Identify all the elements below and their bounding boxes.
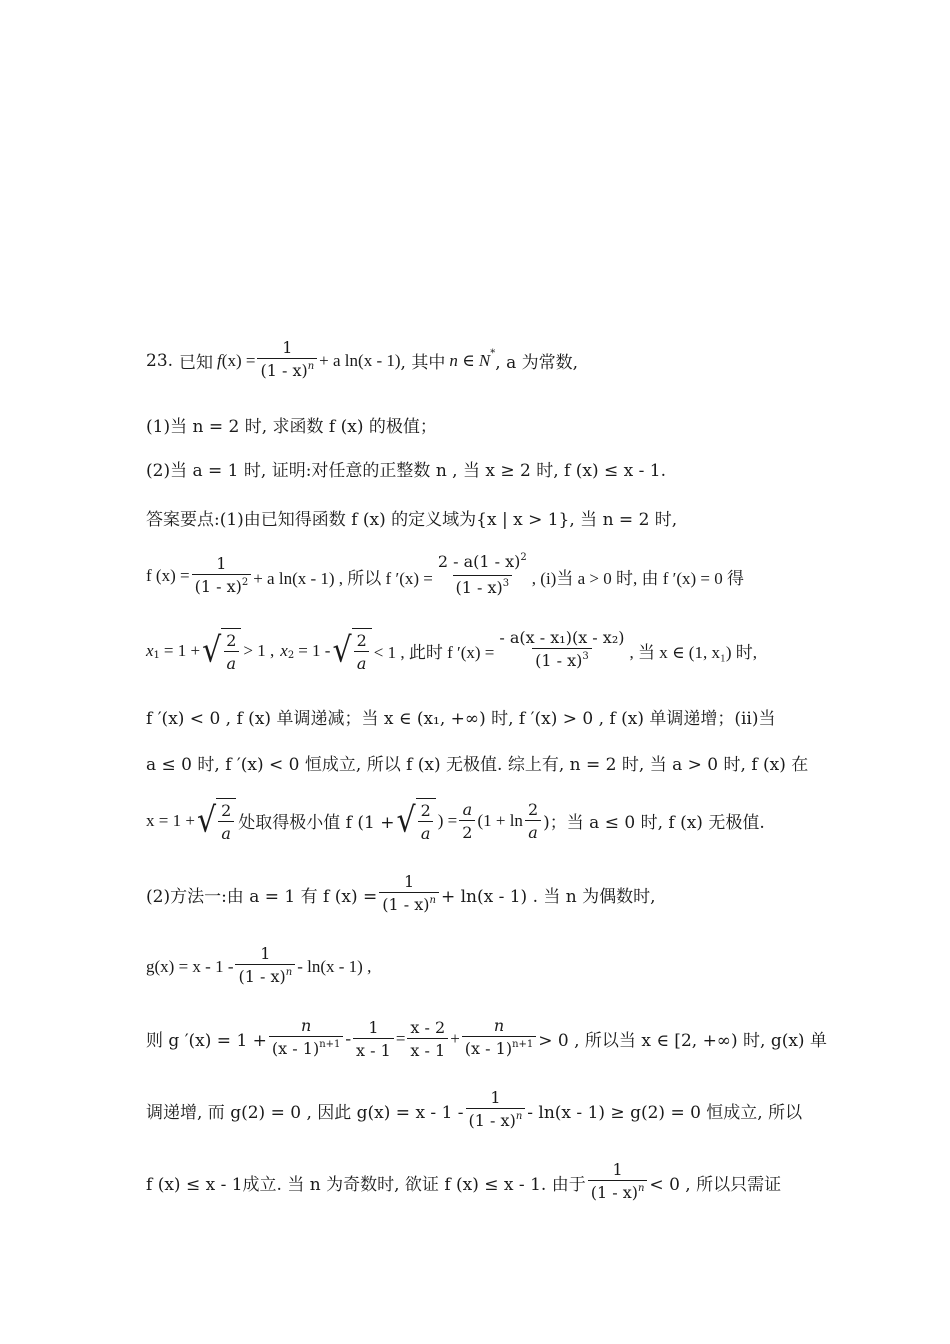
p2-tail: + ln(x - 1) . 当 n 为偶数时,: [440, 887, 656, 907]
sqrt: [202, 628, 241, 673]
l2-mid: < 1 , 此时 f ′(x) =: [373, 643, 495, 662]
g-derivative: [146, 1016, 826, 1061]
den-exp: n+1: [512, 1039, 534, 1050]
den-text: (1 - x): [590, 1183, 638, 1202]
problem-intro: 已知: [179, 353, 214, 373]
g3-tail: - ln(x - 1) ≥ g(2) = 0 恒成立, 所以: [527, 1103, 803, 1123]
fraction-num: 1: [368, 1017, 379, 1037]
part-1: (1)当 n = 2 时, 求函数 f (x) 的极值；: [146, 417, 437, 437]
fraction: [466, 1088, 526, 1133]
den-text: (x - 1): [271, 1039, 320, 1058]
l1-mid: + a ln(x - 1) , 所以 f ′(x) =: [253, 568, 433, 588]
fraction-num: 1: [282, 338, 293, 357]
radical-sign: √: [202, 629, 222, 671]
fraction-num: 1: [490, 1088, 501, 1107]
fraction-num: n: [493, 1016, 505, 1035]
fraction-den: [379, 892, 439, 917]
fraction-den: a: [418, 821, 434, 843]
fraction-den: [235, 964, 295, 989]
fraction-den: [462, 1036, 536, 1061]
fraction: [459, 800, 475, 842]
num-exp: 2: [520, 552, 527, 563]
fraction-num: - a(x - x₁)(x - x₂): [499, 628, 625, 647]
fraction-den: [192, 574, 252, 599]
g2-minus: -: [345, 1028, 352, 1048]
fraction-num: 2: [226, 631, 237, 650]
g2-eq: =: [395, 1028, 406, 1048]
plus-a-ln: + a ln(x - 1): [319, 350, 401, 370]
fraction: [353, 1018, 394, 1060]
den-exp: n: [307, 361, 315, 372]
den-exp: n: [429, 895, 436, 906]
answer-line-2: [146, 628, 826, 673]
fraction-num: [435, 552, 530, 575]
g1-head: g(x) = x - 1 -: [146, 956, 234, 976]
fraction: [435, 552, 530, 600]
fraction-den: 2: [459, 820, 475, 842]
x2-symbol: x: [280, 640, 288, 660]
fraction-den: [257, 358, 317, 383]
radical-sign: √: [332, 629, 352, 671]
fraction: [525, 800, 541, 842]
den-exp: 3: [582, 651, 589, 662]
fraction: [235, 944, 295, 989]
problem-number: 23.: [146, 350, 174, 371]
l1-fx: f (x) =: [146, 566, 190, 585]
fraction-num: a: [462, 799, 473, 819]
l2-eq: = 1 +: [163, 640, 201, 660]
sqrt: [197, 798, 236, 843]
answer-part-2: [146, 872, 826, 917]
answer-line-3: f ′(x) < 0 , f (x) 单调递减；当 x ∈ (x₁, +∞) 时, f ′(x) > 0 , f (x) 单调递增；(ii)当: [146, 709, 776, 729]
fraction-num: 2: [356, 631, 367, 650]
fraction: [218, 801, 234, 843]
fraction-num: 1: [260, 944, 271, 963]
den-exp: 2: [241, 576, 249, 588]
g3-head: 调递增, 而 g(2) = 0 , 因此 g(x) = x - 1 -: [146, 1103, 464, 1123]
l2-tail: , 当 x ∈ (1, x₁) 时,: [629, 643, 758, 662]
x2-sub: 2: [287, 650, 295, 661]
fraction-num: 1: [403, 872, 415, 891]
g-definition: [146, 944, 826, 989]
den-exp: n: [515, 1111, 523, 1122]
l5-ln: (1 + ln: [477, 810, 523, 830]
den-exp: n: [637, 1183, 645, 1194]
l5-mid: 处取得极小值 f (1 +: [238, 813, 395, 833]
fraction-den: [466, 1108, 526, 1133]
l2-gt1: > 1 ,: [243, 640, 275, 660]
fraction: [496, 628, 627, 673]
fx-label: f: [217, 350, 222, 370]
den-exp: 3: [502, 578, 510, 589]
fraction: [223, 631, 239, 673]
fraction-num: 2: [527, 799, 539, 819]
fraction-den: a: [224, 651, 240, 673]
part-2: (2)当 a = 1 时, 证明:对任意的正整数 n , 当 x ≥ 2 时, f (x) ≤ x - 1.: [146, 461, 667, 481]
monotone-line: [146, 1088, 826, 1133]
den-text: (1 - x): [455, 578, 503, 597]
num-text: 2 - a(1 - x): [437, 552, 521, 571]
radical-sign: √: [196, 799, 217, 841]
fraction: [354, 631, 370, 673]
fraction: [462, 1016, 536, 1061]
radical-sign: √: [396, 799, 416, 841]
l5-x: x = 1 +: [146, 810, 195, 830]
den-text: (1 - x): [382, 895, 430, 914]
fraction-num: 2: [420, 801, 431, 820]
fraction-num: 2: [221, 801, 232, 820]
l1-tail: , (i)当 a > 0 时, 由 f ′(x) = 0 得: [531, 568, 745, 588]
fraction-num: 1: [612, 1160, 623, 1179]
g4-tail: < 0 , 所以只需证: [649, 1175, 782, 1195]
fraction: [588, 1160, 648, 1205]
den-exp: n: [285, 967, 293, 978]
den-text: (1 - x): [194, 576, 242, 596]
l5-tail: )；当 a ≤ 0 时, f (x) 无极值.: [543, 813, 765, 833]
fraction: [407, 1018, 448, 1060]
g2-head: 则 g ′(x) = 1 +: [146, 1031, 267, 1051]
fraction-den: x - 1: [407, 1038, 448, 1060]
den-text: (x - 1): [464, 1039, 513, 1058]
x1-sub: 1: [153, 650, 160, 661]
den-text: (1 - x): [260, 361, 308, 380]
star: *: [490, 348, 496, 359]
answer-line-4: a ≤ 0 时, f ′(x) < 0 恒成立, 所以 f (x) 无极值. 综上有, n = 2 时, 当 a > 0 时, f (x) 在: [146, 755, 809, 775]
sqrt: [396, 798, 435, 843]
fraction-den: a: [354, 651, 370, 673]
odd-case-line: [146, 1160, 826, 1205]
g4-head: f (x) ≤ x - 1成立. 当 n 为奇数时, 欲证 f (x) ≤ x - 1. 由于: [146, 1175, 586, 1195]
l2-eq2: = 1 -: [298, 640, 331, 660]
den-text: (1 - x): [468, 1111, 516, 1130]
fraction-den: [453, 575, 513, 600]
fraction: [192, 554, 252, 599]
g2-plus: +: [450, 1028, 460, 1048]
fraction-den: [588, 1180, 648, 1205]
fraction-num: 1: [216, 553, 227, 573]
fraction-num: n: [300, 1016, 312, 1035]
where-text: , 其中: [400, 353, 446, 373]
x1-symbol: x: [146, 640, 154, 660]
fraction: [418, 801, 434, 843]
fraction-den: [532, 648, 592, 673]
g1-tail: - ln(x - 1) ,: [297, 956, 372, 976]
fraction-den: a: [218, 821, 234, 843]
fraction-num: x - 2: [410, 1017, 446, 1037]
problem-statement: [146, 338, 826, 383]
g2-tail: > 0 , 所以当 x ∈ [2, +∞) 时, g(x) 单: [538, 1031, 827, 1051]
den-text: (1 - x): [238, 967, 286, 986]
fraction: [257, 338, 317, 383]
fraction-den: a: [525, 820, 541, 842]
fraction: [269, 1016, 343, 1061]
fraction-den: [269, 1036, 343, 1061]
answer-line-1: [146, 552, 826, 600]
answer-line-5: [146, 798, 826, 843]
l5-eq: ) =: [437, 810, 458, 830]
answer-lead: 答案要点:(1)由已知得函数 f (x) 的定义域为{x | x > 1}, 当 n = 2 时,: [146, 510, 678, 530]
den-exp: n+1: [319, 1039, 341, 1050]
fx-arg: (x) =: [221, 350, 256, 370]
sqrt: [332, 628, 371, 673]
den-text: (1 - x): [535, 651, 583, 670]
fraction: [379, 872, 439, 917]
fraction-den: x - 1: [353, 1038, 394, 1060]
a-const: , a 为常数,: [495, 353, 579, 373]
n-in-N: n ∈ N: [449, 350, 491, 370]
p2-head: (2)方法一:由 a = 1 有 f (x) =: [146, 887, 378, 907]
